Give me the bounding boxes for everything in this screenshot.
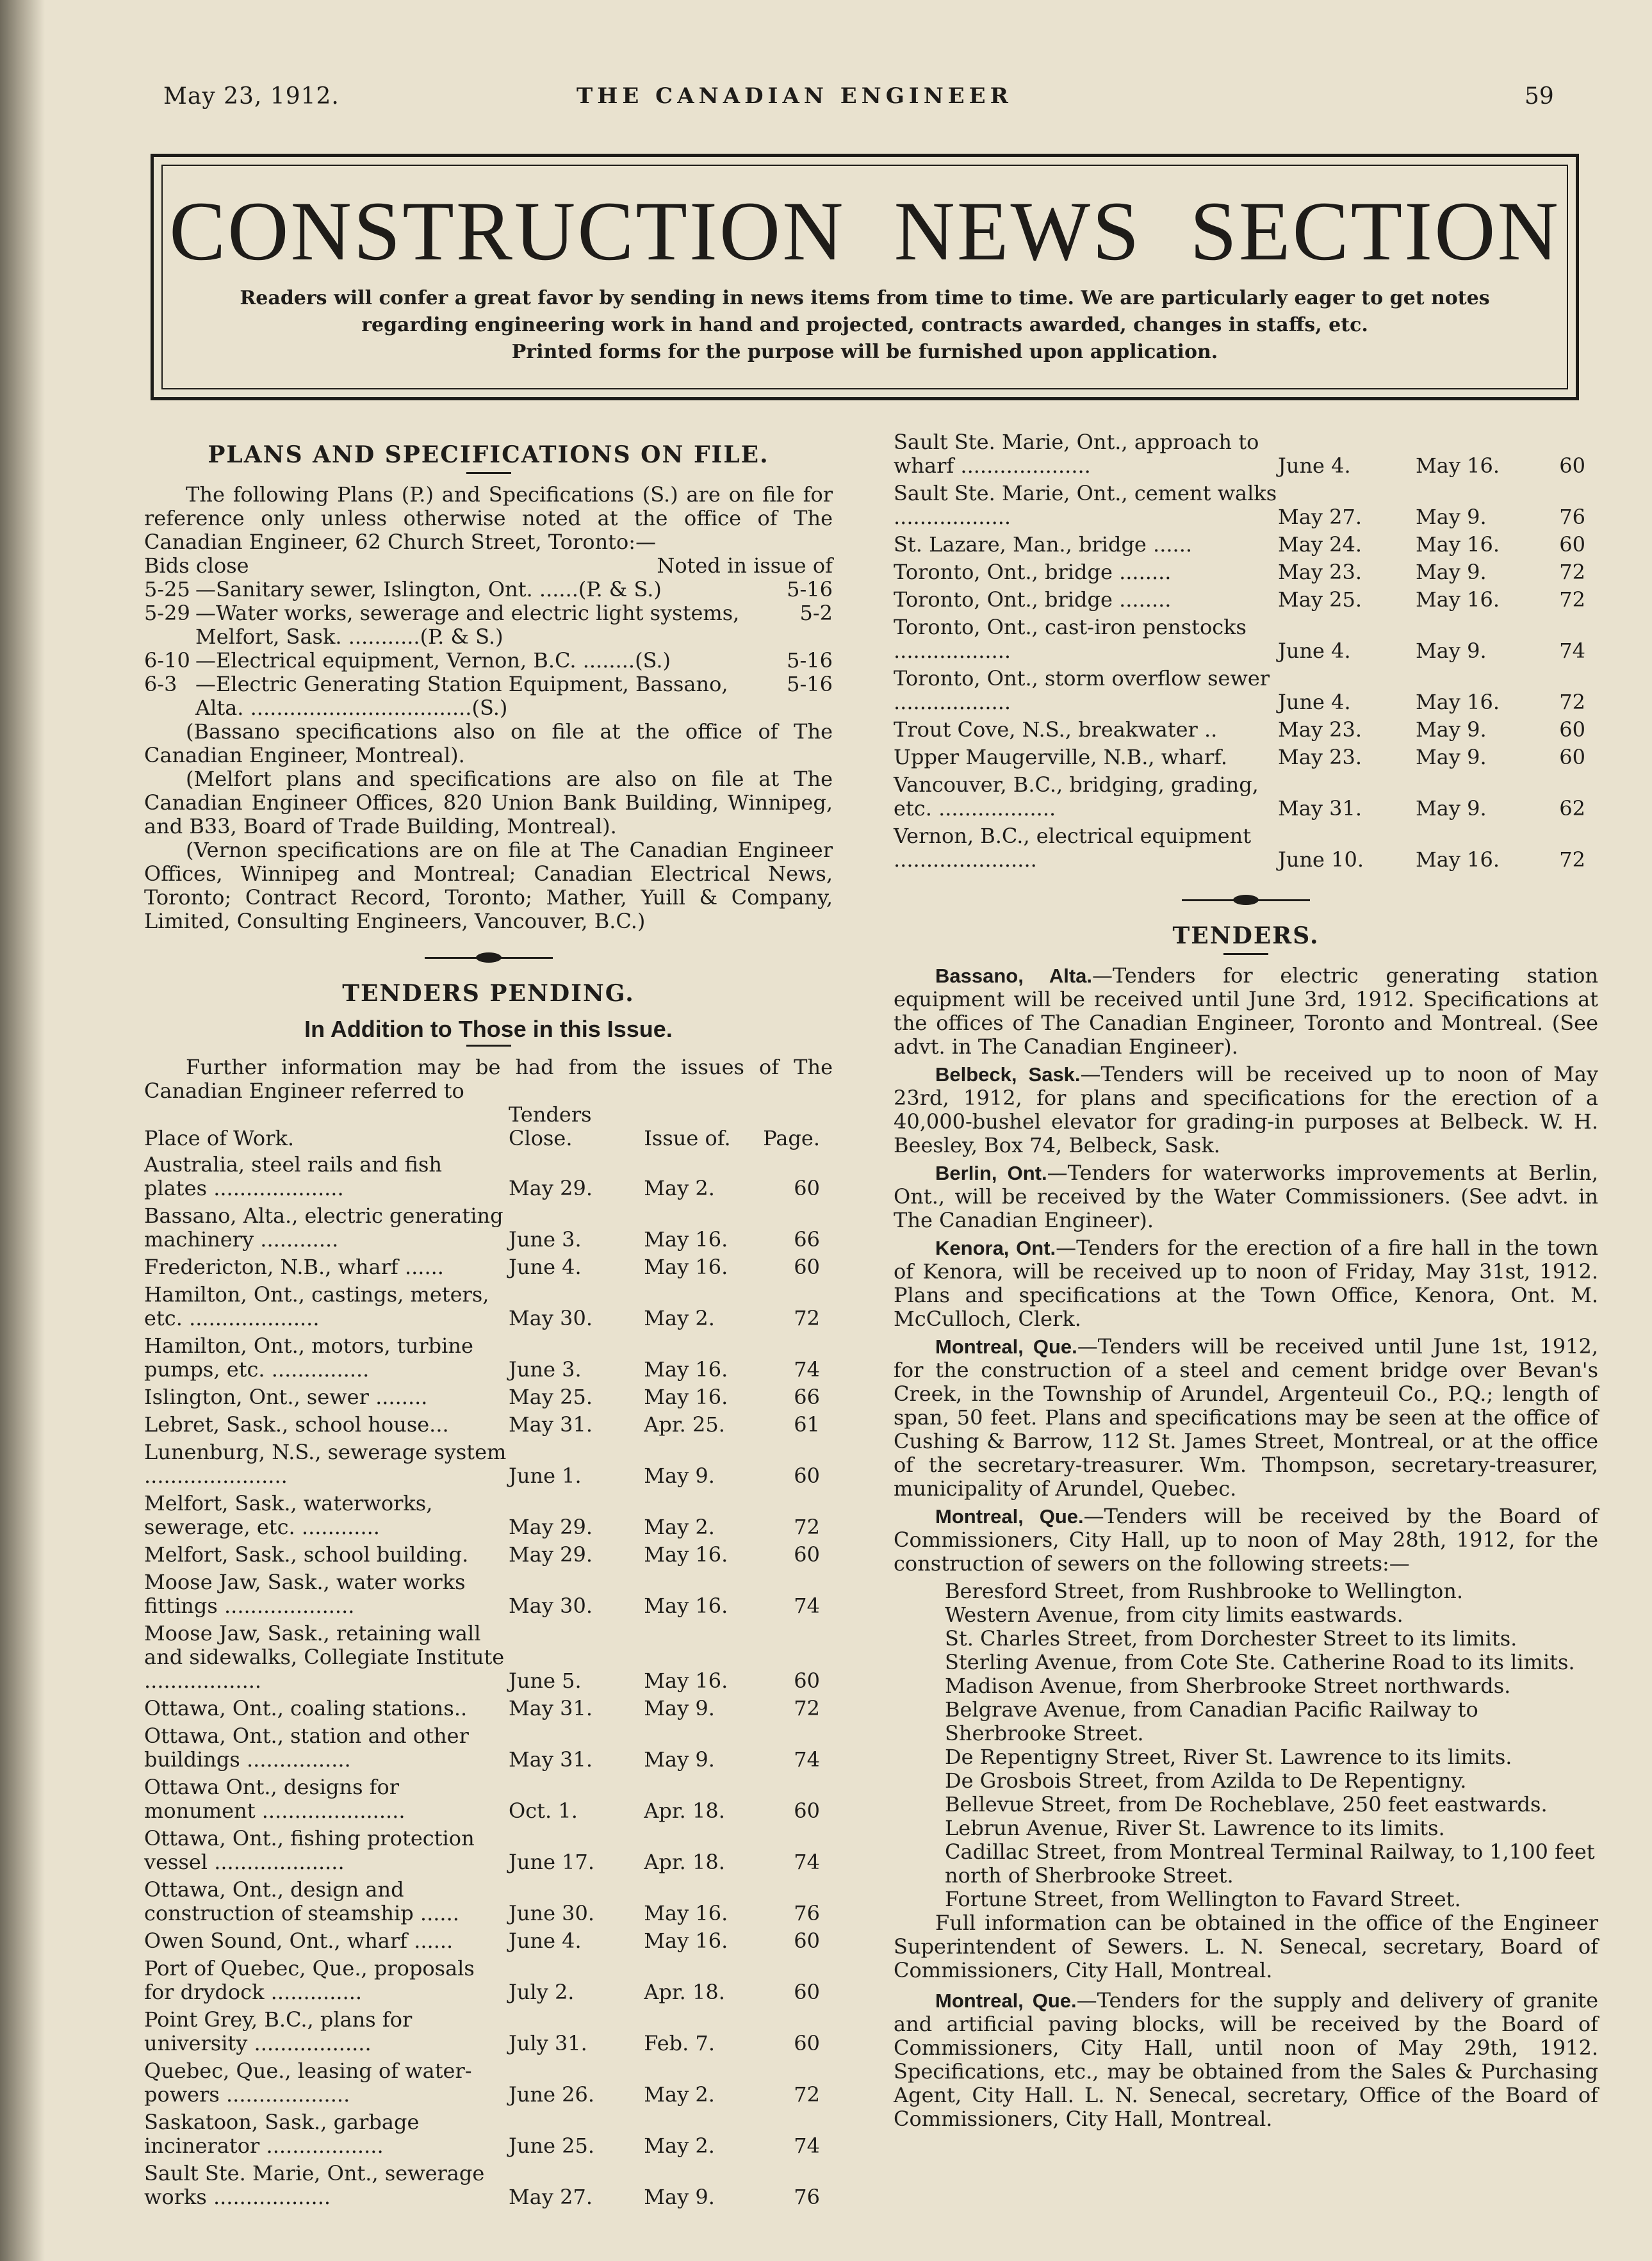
pending-issue: Apr. 18. [644,1980,725,2004]
section-title: CONSTRUCTION NEWS SECTION [169,184,1560,278]
pending-close-date: May 29. [509,1176,593,1200]
pending-page: 60 [794,1980,820,2004]
page-gutter-shadow [0,0,45,2261]
pending-page: 72 [1559,587,1585,612]
pending-page: 74 [1559,639,1585,663]
pending-row [144,1334,833,1385]
pending-issue: May 16. [644,1227,728,1252]
pending-table-continued [894,430,1598,876]
pending-row [894,746,1598,773]
pending-row [894,533,1598,560]
pending-issue: May 9. [644,1747,715,1772]
pending-issue: May 16. [644,1542,728,1567]
tender-notice [894,1989,1598,2131]
banner-note-line-1: Readers will confer a great favor by sending in news items from time to time. We are particularly eager to get notes [240,287,1490,309]
pending-intro: Further information may be had from the issues of The Canadian Engineer referred to [144,1055,833,1103]
pending-place: Islington, Ont., sewer ........ [144,1385,428,1409]
sewer-street: Beresford Street, from Rushbrooke to Wellington. [945,1579,1464,1603]
pending-issue: May 9. [1416,745,1487,769]
sewer-street: St. Charles Street, from Dorchester Street to its limits. [945,1626,1517,1651]
tender-notice [894,964,1598,1059]
pending-place: Fredericton, N.B., wharf ...... [144,1255,444,1279]
pending-row [894,430,1598,482]
sewer-street: Bellevue Street, from De Rocheblave, 250 feet eastwards. [945,1792,1548,1816]
pending-col-page: Page. [763,1126,820,1150]
pending-close-date: June 5. [509,1669,582,1693]
pending-row [144,2110,833,2162]
pending-place: Quebec, Que., leasing of water-powers ................... [144,2059,472,2107]
pending-close-date: May 23. [1278,560,1362,584]
pending-row [144,1543,833,1571]
banner-note-line-2: regarding engineering work in hand and projected, contracts awarded, changes in staffs, etc. [361,314,1368,336]
ornament-divider [1182,894,1310,906]
pending-table [144,1103,833,2213]
pending-close-date: June 4. [509,1255,582,1279]
pending-issue: May 9. [644,1696,715,1720]
pending-heading: TENDERS PENDING. [342,980,635,1007]
pending-close-date: June 1. [509,1464,582,1488]
pending-issue: May 16. [644,1385,728,1409]
tenders-full-info: Full information can be obtained in the office of the Engineer Superintendent of Sewers. L. N. Senecal, secretary, Board of Commissioners, City Hall, Montreal. [894,1911,1598,1982]
pending-place: Australia, steel rails and fish plates .................... [144,1152,442,1200]
pending-issue: May 9. [1416,639,1487,663]
tender-text: —Tenders for waterworks improvements at Berlin, Ont., will be received by the Water Commissioners. (See advt. in The Canadian Engineer). [894,1161,1598,1232]
pending-page: 74 [794,1747,820,1772]
pending-place: Vancouver, B.C., bridging, grading, etc. .................. [894,772,1259,820]
tender-text: —Tenders for electric generating station equipment will be received until June 3rd, 1912. Specifications at the offices of The Canadian Engineer, Toronto and Montreal. (See advt. in The Canadian Engineer). [894,963,1598,1059]
tender-notice [894,1335,1598,1501]
plan-row [144,601,833,649]
pending-close-date: June 26. [509,2082,595,2107]
pending-page: 72 [1559,560,1585,584]
plans-heading: PLANS AND SPECIFICATIONS ON FILE. [208,441,769,468]
pending-row [894,560,1598,588]
pending-row [894,773,1598,824]
plan-description: —Electric Generating Station Equipment, Bassano, Alta. ..................................(S.) [195,672,728,720]
pending-close-date: May 25. [1278,587,1362,612]
tenders-list [894,964,1598,1576]
pending-row [144,1622,833,1697]
tender-place: Berlin, Ont. [935,1162,1047,1184]
sewer-streets-list [894,1579,1598,1911]
pending-page: 60 [794,1176,820,1200]
plan-noted-issue: 5-16 [787,648,833,673]
pending-close-date: June 4. [1278,639,1351,663]
pending-issue: May 16. [1416,532,1500,557]
pending-page: 60 [1559,745,1585,769]
plans-note-vernon: (Vernon specifications are on file at The Canadian Engineer Offices, Winnipeg and Montreal; Canadian Electrical News, Toronto; Contract Record, Toronto; Mather, Yuill & Company, Limited, Consulting Engineers, Vancouver, B.C.) [144,838,833,933]
pending-place: Moose Jaw, Sask., retaining wall and sidewalks, Collegiate Institute .................. [144,1621,505,1693]
pending-place: Saskatoon, Sask., garbage incinerator .................. [144,2110,420,2158]
pending-page: 62 [1559,796,1585,820]
pending-issue: May 16. [1416,453,1500,478]
pending-row [144,1385,833,1413]
pending-page: 72 [794,2082,820,2107]
pending-place: Sault Ste. Marie, Ont., cement walks .................. [894,481,1277,529]
banner-note [179,285,1550,366]
pending-row [144,1153,833,1204]
pending-row [144,1724,833,1775]
pending-issue: May 16. [644,1357,728,1382]
tender-notice [894,1236,1598,1331]
pending-row [144,1697,833,1724]
pending-page: 72 [1559,847,1585,872]
pending-close-date: May 24. [1278,532,1362,557]
pending-close-date: May 23. [1278,745,1362,769]
pending-page: 72 [1559,690,1585,714]
pending-place: Upper Maugerville, N.B., wharf. [894,745,1227,769]
page-number: 59 [1525,83,1554,110]
pending-page: 74 [794,1357,820,1382]
plan-bid-date: 6-10 [144,648,190,673]
pending-subheading: In Addition to Those in this Issue. [304,1016,673,1042]
pending-close-date: July 2. [509,1980,575,2004]
pending-issue: May 16. [1416,847,1500,872]
pending-page: 76 [1559,505,1585,529]
pending-row [144,2008,833,2059]
left-column [144,436,833,2213]
pending-row [144,1878,833,1929]
pending-table-header [144,1103,833,1153]
plans-note-bassano: (Bassano specifications also on file at the office of The Canadian Engineer, Montreal). [144,719,833,767]
tender-place: Montreal, Que. [935,1335,1077,1358]
tender-place: Bassano, Alta. [935,965,1093,987]
pending-place: Point Grey, B.C., plans for university .................. [144,2007,413,2055]
pending-close-date: May 29. [509,1515,593,1539]
pending-place: Vernon, B.C., electrical equipment ...................... [894,824,1252,872]
pending-col-place: Place of Work. [144,1126,294,1150]
tender-text: —Tenders for the erection of a fire hall in the town of Kenora, will be received up to noon of Friday, May 31st, 1912. Plans and specifications at the Town Office, Kenora, Ont. M. McCulloch, Clerk. [894,1236,1598,1331]
pending-page: 61 [794,1412,820,1437]
pending-place: Moose Jaw, Sask., water works fittings .................... [144,1570,466,1618]
pending-issue: Feb. 7. [644,2031,716,2055]
pending-page: 60 [794,1542,820,1567]
pending-row [894,718,1598,746]
pending-place: Ottawa, Ont., design and construction of steamship ...... [144,1877,459,1925]
pending-col-issue: Issue of. [644,1126,731,1150]
plan-noted-issue: 5-16 [787,577,833,601]
pending-issue: May 16. [644,1929,728,1953]
tenders-heading: TENDERS. [1172,922,1320,949]
sewer-street: Lebrun Avenue, River St. Lawrence to its limits. [945,1816,1445,1840]
pending-row [144,1492,833,1543]
pending-page: 72 [794,1515,820,1539]
plans-col-noted: Noted in issue of [657,553,833,578]
tender-notice [894,1063,1598,1157]
pending-page: 76 [794,1901,820,1925]
pending-row [144,1204,833,1255]
pending-place: Toronto, Ont., cast-iron penstocks .................. [894,615,1247,663]
plan-description: —Sanitary sewer, Islington, Ont. ......(P. & S.) [195,577,662,601]
pending-place: Toronto, Ont., bridge ........ [894,587,1172,612]
pending-place: Toronto, Ont., bridge ........ [894,560,1172,584]
pending-close-date: May 31. [509,1696,593,1720]
plan-description: —Electrical equipment, Vernon, B.C. ........(S.) [195,648,671,673]
pending-row [144,1929,833,1957]
pending-place: Port of Quebec, Que., proposals for drydock .............. [144,1956,475,2004]
pending-page: 72 [794,1306,820,1330]
pending-place: Ottawa Ont., designs for monument ...................... [144,1775,405,1823]
pending-issue: May 2. [644,1515,715,1539]
sewer-street: Madison Avenue, from Sherbrooke Street northwards. [945,1674,1511,1698]
pending-issue: May 16. [644,1594,728,1618]
pending-row [894,482,1598,533]
pending-issue: May 9. [644,2185,715,2209]
plans-intro: The following Plans (P.) and Specifications (S.) are on file for reference only unless otherwise noted at the office of The Canadian Engineer, 62 Church Street, Toronto:— [144,482,833,554]
pending-place: Trout Cove, N.S., breakwater .. [894,717,1218,742]
pending-close-date: May 31. [509,1747,593,1772]
pending-close-date: May 27. [509,2185,593,2209]
pending-page: 60 [1559,453,1585,478]
pending-issue: May 2. [644,1306,715,1330]
pending-place: Toronto, Ont., storm overflow sewer .................. [894,666,1270,714]
pending-close-date: May 30. [509,1594,593,1618]
tender-place: Belbeck, Sask. [935,1063,1081,1086]
sewer-street: Sterling Avenue, from Cote Ste. Catherine Road to its limits. [945,1650,1575,1674]
pending-place: Hamilton, Ont., motors, turbine pumps, etc. ............... [144,1334,473,1382]
plan-row [144,578,833,601]
pending-page: 60 [794,1799,820,1823]
pending-page: 60 [794,1929,820,1953]
pending-close-date: June 4. [509,1929,582,1953]
pending-issue: May 16. [644,1901,728,1925]
pending-close-date: July 31. [509,2031,587,2055]
pending-close-date: June 3. [509,1357,582,1382]
pending-place: Sault Ste. Marie, Ont., sewerage works .................. [144,2161,485,2209]
pending-row [144,1413,833,1441]
plans-note-melfort: (Melfort plans and specifications are also on file at The Canadian Engineer Offices, 820 Union Bank Building, Winnipeg, and B33, Board of Trade Building, Montreal). [144,767,833,838]
plans-list [144,578,833,720]
pending-issue: May 9. [1416,560,1487,584]
tender-text: —Tenders for the supply and delivery of granite and artificial paving blocks, will be received by the Board of Commissioners, City Hall, until noon of May 29th, 1912. Specifications, etc., may be obtained from the Sales & Purchasing Agent, City Hall. L. N. Senecal, secretary, Office of the Board of Commissioners, City Hall, Montreal. [894,1988,1598,2131]
pending-page: 74 [794,1850,820,1874]
pending-close-date: June 30. [509,1901,595,1925]
plan-row [144,649,833,673]
pending-page: 60 [794,1464,820,1488]
pending-row [894,616,1598,667]
plan-description: —Water works, sewerage and electric light systems, Melfort, Sask. ...........(P. & S.) [195,601,740,649]
pending-issue: Apr. 25. [644,1412,725,1437]
pending-close-date: June 25. [509,2134,595,2158]
tender-text: —Tenders will be received up to noon of May 23rd, 1912, for plans and specifications for the erection of a 40,000-bushel elevator for grading-in purposes at Belbeck. W. H. Beesley, Box 74, Belbeck, Sask. [894,1062,1599,1157]
pending-page: 60 [794,1669,820,1693]
tender-notice [894,1505,1598,1576]
pending-row [894,667,1598,718]
pending-place: Ottawa, Ont., coaling stations.. [144,1696,468,1720]
pending-issue: May 9. [1416,717,1487,742]
pending-page: 66 [794,1385,820,1409]
pending-issue: May 9. [1416,796,1487,820]
section-banner [151,154,1579,400]
running-head-date: May 23, 1912. [163,83,339,110]
pending-place: Ottawa, Ont., fishing protection vessel .................... [144,1826,475,1874]
pending-row [144,2162,833,2213]
pending-close-date: June 17. [509,1850,595,1874]
sewer-street: De Repentigny Street, River St. Lawrence to its limits. [945,1745,1512,1769]
pending-row [144,1775,833,1827]
pending-place: Ottawa, Ont., station and other buildings ................ [144,1724,469,1772]
heading-rule [466,1045,511,1047]
pending-page: 60 [794,1255,820,1279]
pending-page: 76 [794,2185,820,2209]
pending-close-date: June 4. [1278,690,1351,714]
pending-issue: Apr. 18. [644,1850,725,1874]
pending-row [144,1255,833,1283]
pending-page: 60 [794,2031,820,2055]
pending-issue: May 16. [1416,690,1500,714]
plan-bid-date: 6-3 [144,672,177,696]
pending-place: Melfort, Sask., waterworks, sewerage, etc. ............ [144,1491,433,1539]
pending-issue: May 2. [644,1176,715,1200]
pending-place: Melfort, Sask., school building. [144,1542,469,1567]
pending-close-date: June 10. [1278,847,1364,872]
plan-row [144,673,833,720]
pending-place: Lebret, Sask., school house... [144,1412,449,1437]
pending-page: 60 [1559,532,1585,557]
pending-place: Sault Ste. Marie, Ont., approach to wharf .................... [894,430,1259,478]
pending-issue: May 9. [1416,505,1487,529]
pending-page: 60 [1559,717,1585,742]
pending-close-date: May 29. [509,1542,593,1567]
pending-row [144,1957,833,2008]
pending-close-date: Oct. 1. [509,1799,578,1823]
pending-page: 74 [794,2134,820,2158]
pending-page: 72 [794,1696,820,1720]
pending-close-date: May 23. [1278,717,1362,742]
tender-text: —Tenders will be received until June 1st, 1912, for the construction of a steel and cement bridge over Bevan's Creek, in the Township of Arundel, Argenteuil Co., P.Q.; length of span, 50 feet. Plans and specifications may be seen at the office of Cushing & Barrow, 112 St. James Street, Montreal, or at the office of the secretary-treasurer. Wm. Thompson, secretary-treasurer, municipality of Arundel, Quebec. [894,1334,1598,1501]
sewer-street: Cadillac Street, from Montreal Terminal Railway, to 1,100 feet north of Sherbrooke Street. [945,1840,1595,1888]
pending-row [144,2059,833,2110]
pending-issue: May 2. [644,2082,715,2107]
tender-place: Montreal, Que. [935,1505,1084,1528]
pending-close-date: May 30. [509,1306,593,1330]
plan-bid-date: 5-25 [144,577,190,601]
plan-noted-issue: 5-16 [787,672,833,696]
plan-bid-date: 5-29 [144,601,190,625]
sewer-street: Fortune Street, from Wellington to Favard Street. [945,1887,1461,1911]
plan-noted-issue: 5-2 [799,601,833,625]
heading-rule [1223,953,1268,955]
ornament-divider [425,951,553,964]
pending-row [894,824,1598,876]
pending-close-date: May 25. [509,1385,593,1409]
right-column [894,430,1598,2135]
pending-row [144,1283,833,1334]
pending-close-date: May 27. [1278,505,1362,529]
tender-place: Montreal, Que. [935,1989,1077,2012]
pending-issue: Apr. 18. [644,1799,725,1823]
pending-close-date: June 4. [1278,453,1351,478]
pending-row [144,1441,833,1492]
pending-place: Hamilton, Ont., castings, meters, etc. .................... [144,1282,489,1330]
running-head-journal: THE CANADIAN ENGINEER [577,83,1013,109]
pending-place: Lunenburg, N.S., sewerage system ...................... [144,1440,507,1488]
heading-rule [466,472,511,474]
pending-page: 66 [794,1227,820,1252]
pending-issue: May 2. [644,2134,715,2158]
pending-row [144,1827,833,1878]
pending-close-date: May 31. [1278,796,1362,820]
tender-text: —Tenders will be received by the Board of Commissioners, City Hall, up to noon of May 28th, 1912, for the construction of sewers on the following streets:— [894,1504,1598,1576]
tender-notice [894,1161,1598,1232]
tender-place: Kenora, Ont. [935,1237,1056,1259]
pending-issue: May 9. [644,1464,715,1488]
sewer-street: Belgrave Avenue, from Canadian Pacific Railway to Sherbrooke Street. [945,1697,1478,1745]
pending-place: Bassano, Alta., electric generating machinery ............ [144,1204,503,1252]
plans-col-bids: Bids close [144,553,249,578]
pending-close-date: June 3. [509,1227,582,1252]
pending-issue: May 16. [644,1669,728,1693]
plans-column-headers [144,554,833,578]
sewer-street: De Grosbois Street, from Azilda to De Repentigny. [945,1768,1467,1793]
pending-page: 74 [794,1594,820,1618]
banner-note-line-3: Printed forms for the purpose will be furnished upon application. [511,341,1218,363]
pending-row [144,1571,833,1622]
pending-place: Owen Sound, Ont., wharf ...... [144,1929,454,1953]
pending-row [894,588,1598,616]
pending-issue: May 16. [1416,587,1500,612]
pending-col-close: Tenders Close. [509,1102,592,1150]
sewer-street: Western Avenue, from city limits eastwards. [945,1603,1403,1627]
pending-issue: May 16. [644,1255,728,1279]
pending-place: St. Lazare, Man., bridge ...... [894,532,1193,557]
pending-close-date: May 31. [509,1412,593,1437]
